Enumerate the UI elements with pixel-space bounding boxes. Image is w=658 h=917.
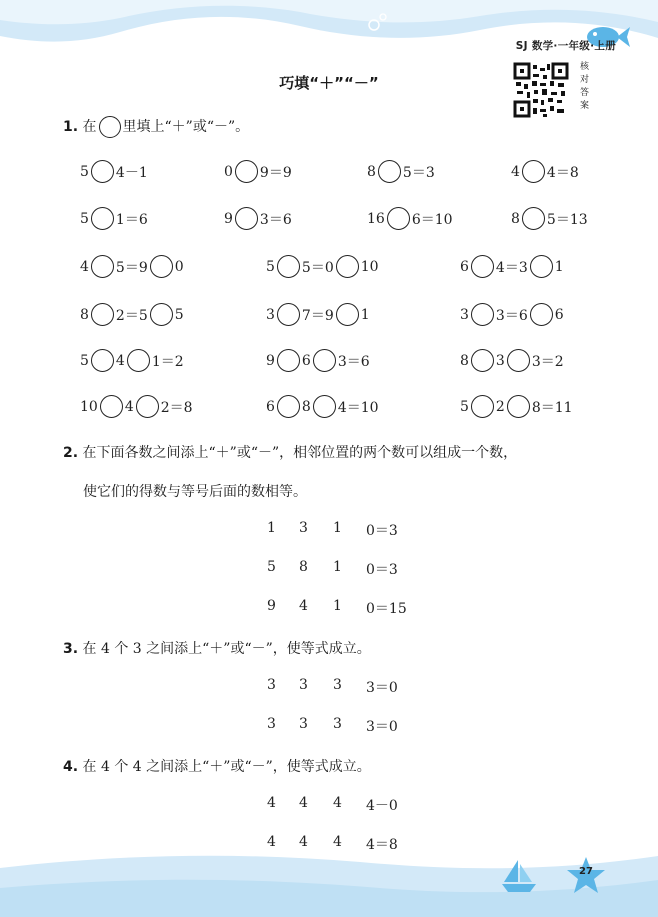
q4-term: 4＝8 [366,837,398,853]
equation-term: 1＝2 [151,353,184,370]
q2-term: 1 [333,559,342,575]
q1-text-before: 在 [82,119,97,135]
q3-term: 3 [267,716,276,732]
q2-term: 5 [267,559,276,575]
answer-circle[interactable] [127,349,150,372]
equation-term: 6 [460,258,469,275]
q2-prompt-line2: 使它们的得数与等号后面的数相等。 [83,484,307,500]
bubbles-icon [366,10,392,34]
equation-term: 6 [301,352,311,369]
header-label: SJ 数学·一年级·上册 [515,40,616,52]
equation-term: 5 [80,210,89,227]
q1-equation [224,160,292,183]
circle-sample [99,116,121,138]
equation-term: 1 [360,306,370,323]
equation-term: 4 [80,258,89,275]
q2-text-line1: 在下面各数之间添上“＋”或“－”，相邻位置的两个数可以组成一个数， [82,445,518,461]
equation-term: 10 [360,258,379,275]
equation-term: 3＝2 [531,353,564,370]
equation-term: 8 [301,398,311,415]
answer-circle[interactable] [530,303,553,326]
answer-circle[interactable] [378,160,401,183]
q2-term: 0＝3 [366,562,398,578]
q1-prompt [63,116,249,138]
q2-term: 1 [333,520,342,536]
q2-prompt-line1 [63,442,517,462]
q3-term: 3 [333,677,342,693]
answer-circle[interactable] [530,255,553,278]
answer-circle[interactable] [91,349,114,372]
answer-circle[interactable] [313,395,336,418]
q1-text-after: 里填上“＋”或“－”。 [122,119,250,135]
qr-label: 核对答案 [580,62,590,111]
q2-term: 8 [299,559,308,575]
equation-term: 5＝0 [301,259,334,276]
q1-equation [367,160,435,183]
q1-equation [80,303,184,326]
answer-circle[interactable] [91,255,114,278]
q2-term: 0＝3 [366,523,398,539]
equation-term: 5 [80,163,89,180]
q2-term: 0＝15 [366,601,407,617]
q4-number: 4. [63,759,79,775]
equation-term: 4＝8 [546,164,579,181]
equation-term: 4 [511,163,520,180]
answer-circle[interactable] [277,395,300,418]
q1-equation [224,207,292,230]
equation-term: 16 [367,210,385,227]
answer-circle[interactable] [522,160,545,183]
equation-term: 10 [80,398,98,415]
q3-term: 3＝0 [366,719,398,735]
q1-equation [80,160,148,183]
q1-equation [511,160,579,183]
equation-term: 3 [460,306,469,323]
page-title: 巧填“＋”“－” [279,74,379,92]
equation-term: 8 [80,306,89,323]
answer-circle[interactable] [91,160,114,183]
q1-equation [511,207,588,230]
q4-prompt [63,756,371,776]
equation-term: 5＝9 [115,259,148,276]
equation-term: 8＝11 [531,399,573,416]
equation-term: 9＝9 [259,164,292,181]
q3-number: 3. [63,641,79,657]
q1-equation [266,255,379,278]
q4-term: 4 [267,834,276,850]
q4-term: 4 [299,834,308,850]
answer-circle[interactable] [91,303,114,326]
answer-circle[interactable] [100,395,123,418]
page-number: 27 [579,866,593,877]
equation-term: 5 [174,306,184,323]
equation-term: 4＝3 [495,259,528,276]
equation-term: 8 [460,352,469,369]
q2-term: 3 [299,520,308,536]
q1-equation [80,207,148,230]
q1-equation [367,207,453,230]
q2-term: 1 [333,598,342,614]
q3-term: 3 [299,716,308,732]
qr-code-icon[interactable] [513,62,569,118]
q2-term: 1 [267,520,276,536]
q4-term: 4 [333,795,342,811]
q4-term: 4 [333,834,342,850]
q1-number: 1. [63,119,79,135]
answer-circle[interactable] [522,207,545,230]
q1-equation [460,349,564,372]
equation-term: 0 [224,163,233,180]
answer-circle[interactable] [313,349,336,372]
answer-circle[interactable] [136,395,159,418]
q3-term: 3＝0 [366,680,398,696]
equation-term: 3＝6 [259,211,292,228]
answer-circle[interactable] [336,255,359,278]
answer-circle[interactable] [471,349,494,372]
equation-term: 1＝6 [115,211,148,228]
answer-circle[interactable] [507,395,530,418]
q3-term: 3 [299,677,308,693]
answer-circle[interactable] [235,207,258,230]
answer-circle[interactable] [277,255,300,278]
answer-circle[interactable] [235,160,258,183]
equation-term: 5 [460,398,469,415]
q1-equation [80,349,184,372]
equation-term: 9 [266,352,275,369]
equation-term: 6 [266,398,275,415]
equation-term: 4＝10 [337,399,379,416]
equation-term: 0 [174,258,184,275]
answer-circle[interactable] [277,349,300,372]
boat-icon [498,856,540,896]
q2-term: 9 [267,598,276,614]
q1-equation [460,255,564,278]
equation-term: 8 [367,163,376,180]
bottom-wave-banner [0,848,658,917]
equation-term: 9 [224,210,233,227]
equation-term: 3＝6 [337,353,370,370]
answer-circle[interactable] [471,395,494,418]
q3-prompt [63,638,371,658]
q2-term: 4 [299,598,308,614]
answer-circle[interactable] [277,303,300,326]
equation-term: 3 [495,352,505,369]
q1-equation [80,395,193,418]
q3-text: 在 4 个 3 之间添上“＋”或“－”，使等式成立。 [82,641,371,657]
equation-term: 6 [554,306,564,323]
answer-circle[interactable] [471,255,494,278]
q4-term: 4－0 [366,798,398,814]
equation-term: 7＝9 [301,307,334,324]
q3-term: 3 [267,677,276,693]
q2-number: 2. [63,445,79,461]
answer-circle[interactable] [507,349,530,372]
answer-circle[interactable] [387,207,410,230]
equation-term: 3＝6 [495,307,528,324]
answer-circle[interactable] [150,255,173,278]
equation-term: 4 [115,352,125,369]
equation-term: 5 [266,258,275,275]
equation-term: 4 [124,398,134,415]
equation-term: 2＝8 [160,399,193,416]
q4-term: 4 [299,795,308,811]
answer-circle[interactable] [150,303,173,326]
answer-circle[interactable] [471,303,494,326]
q1-equation [266,395,379,418]
q1-equation [266,303,370,326]
equation-term: 1 [554,258,564,275]
q4-text: 在 4 个 4 之间添上“＋”或“－”，使等式成立。 [82,759,371,775]
q3-term: 3 [333,716,342,732]
answer-circle[interactable] [91,207,114,230]
equation-term: 6＝10 [411,211,453,228]
q1-equation [80,255,184,278]
equation-term: 5＝13 [546,211,588,228]
equation-term: 2 [495,398,505,415]
q4-term: 4 [267,795,276,811]
q1-equation [460,303,564,326]
equation-term: 3 [266,306,275,323]
equation-term: 4－1 [115,164,148,181]
answer-circle[interactable] [336,303,359,326]
equation-term: 5＝3 [402,164,435,181]
q1-equation [266,349,370,372]
equation-term: 8 [511,210,520,227]
equation-term: 5 [80,352,89,369]
q1-equation [460,395,573,418]
equation-term: 2＝5 [115,307,148,324]
